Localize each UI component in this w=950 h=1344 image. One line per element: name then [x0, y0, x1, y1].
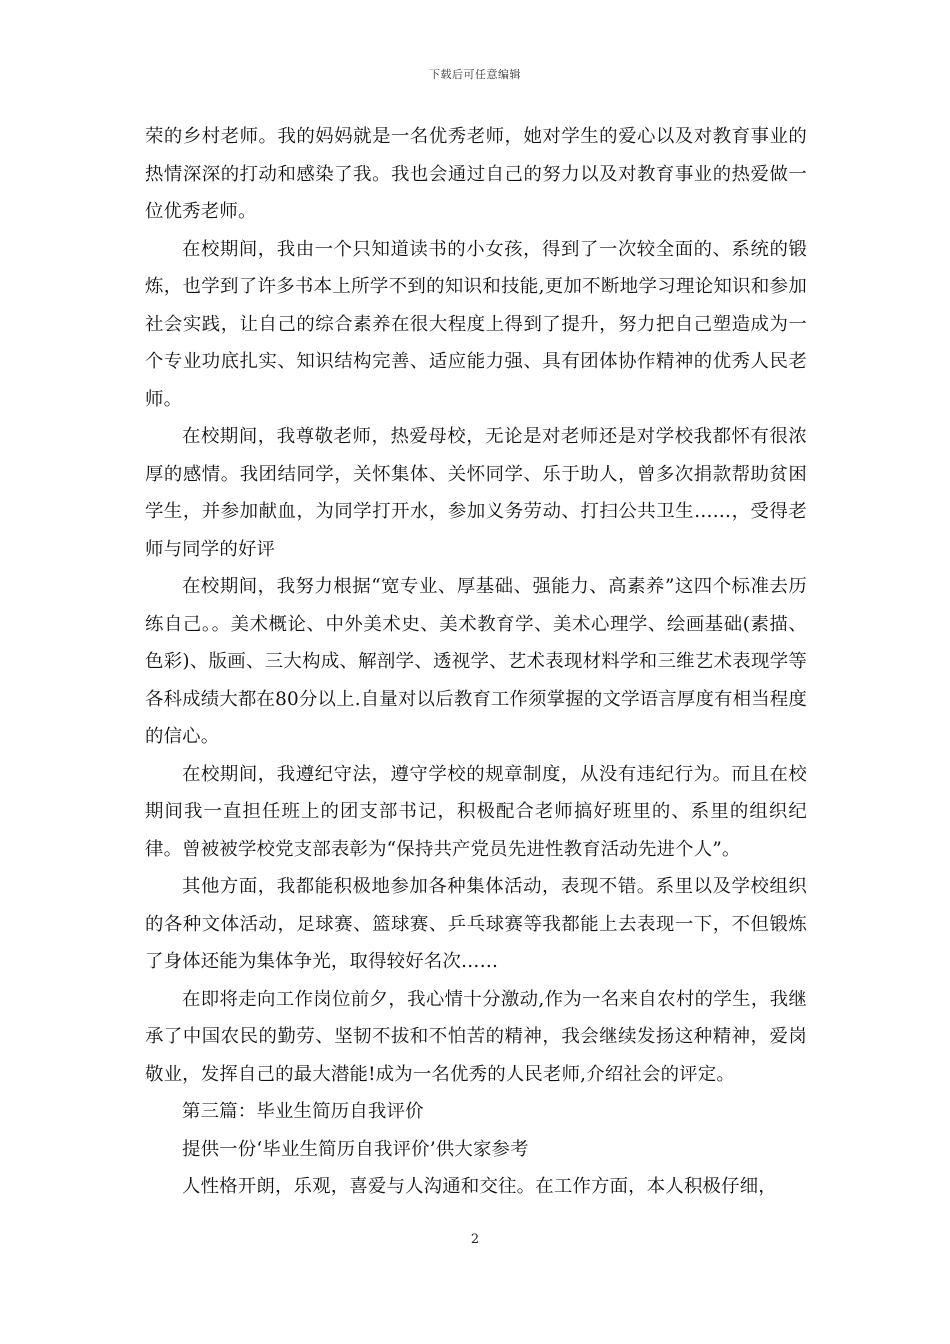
paragraph-6: 其他方面，我都能积极地参加各种集体活动，表现不错。系里以及学校组织的各种文体活动，足球赛、篮球赛、乒乓球赛等我都能上去表现一下，不但锻炼了身体还能为集体争光，取得较好名次…… [145, 876, 807, 972]
paragraph-1: 荣的乡村老师。我的妈妈就是一名优秀老师，她对学生的爱心以及对教育事业的热情深深的打动和感染了我。我也会通过自己的努力以及对教育事业的热爱做一位优秀老师。 [145, 126, 807, 222]
paragraph-3: 在校期间，我尊敬老师，热爱母校，无论是对老师还是对学校我都怀有很浓厚的感情。我团结同学，关怀集体、关怀同学、乐于助人，曾多次捐款帮助贫困学生，并参加献血，为同学打开水，参加义务劳动、打扫公共卫生……，受得老师与同学的好评 [145, 426, 807, 560]
section-heading: 第三篇：毕业生简历自我评价 [182, 1101, 424, 1122]
paragraph-last: 人性格开朗，乐观，喜爱与人沟通和交往。在工作方面，本人积极仔细， [182, 1176, 777, 1197]
paragraph-intro: 提供一份‘毕业生简历自我评价’供大家参考 [182, 1138, 529, 1160]
paragraph-4: 在校期间，我努力根据“宽专业、厚基础、强能力、高素养”这四个标准去历练自己。。美术概论、中外美术史、美术教育学、美术心理学、绘画基础(素描、色彩)、版画、三大构成、解剖学、透视学、艺术表现材料学和三维艺术表现学等各科成绩大都在80分以上.自量对以后教育工作须掌握的文学语言厚度有相当程度的信心。 [145, 576, 807, 747]
paragraph-2: 在校期间，我由一个只知道读书的小女孩，得到了一次较全面的、系统的锻炼，也学到了许多书本上所学不到的知识和技能,更加不断地学习理论知识和参加社会实践，让自己的综合素养在很大程度上得到了提升，努力把自己塑造成为一个专业功底扎实、知识结构完善、适应能力强、具有团体协作精神的优秀人民老师。 [145, 238, 807, 410]
document-body [145, 118, 807, 1206]
page-header-note: 下载后可任意编辑 [429, 68, 521, 81]
paragraph-5: 在校期间，我遵纪守法，遵守学校的规章制度，从没有违纪行为。而且在校期间我一直担任班上的团支部书记，积极配合老师搞好班里的、系里的组织纪律。曾被被学校党支部表彰为“保持共产党员先进性教育活动先进个人”。 [145, 763, 807, 860]
paragraph-7: 在即将走向工作岗位前夕，我心情十分激动,作为一名来自农村的学生，我继承了中国农民的勤劳、坚韧不拔和不怕苦的精神，我会继续发扬这种精神，爱岗敬业，发挥自己的最大潜能!成为一名优秀的人民老师,介绍社会的评定。 [145, 988, 807, 1085]
page-number: 2 [470, 1232, 480, 1247]
